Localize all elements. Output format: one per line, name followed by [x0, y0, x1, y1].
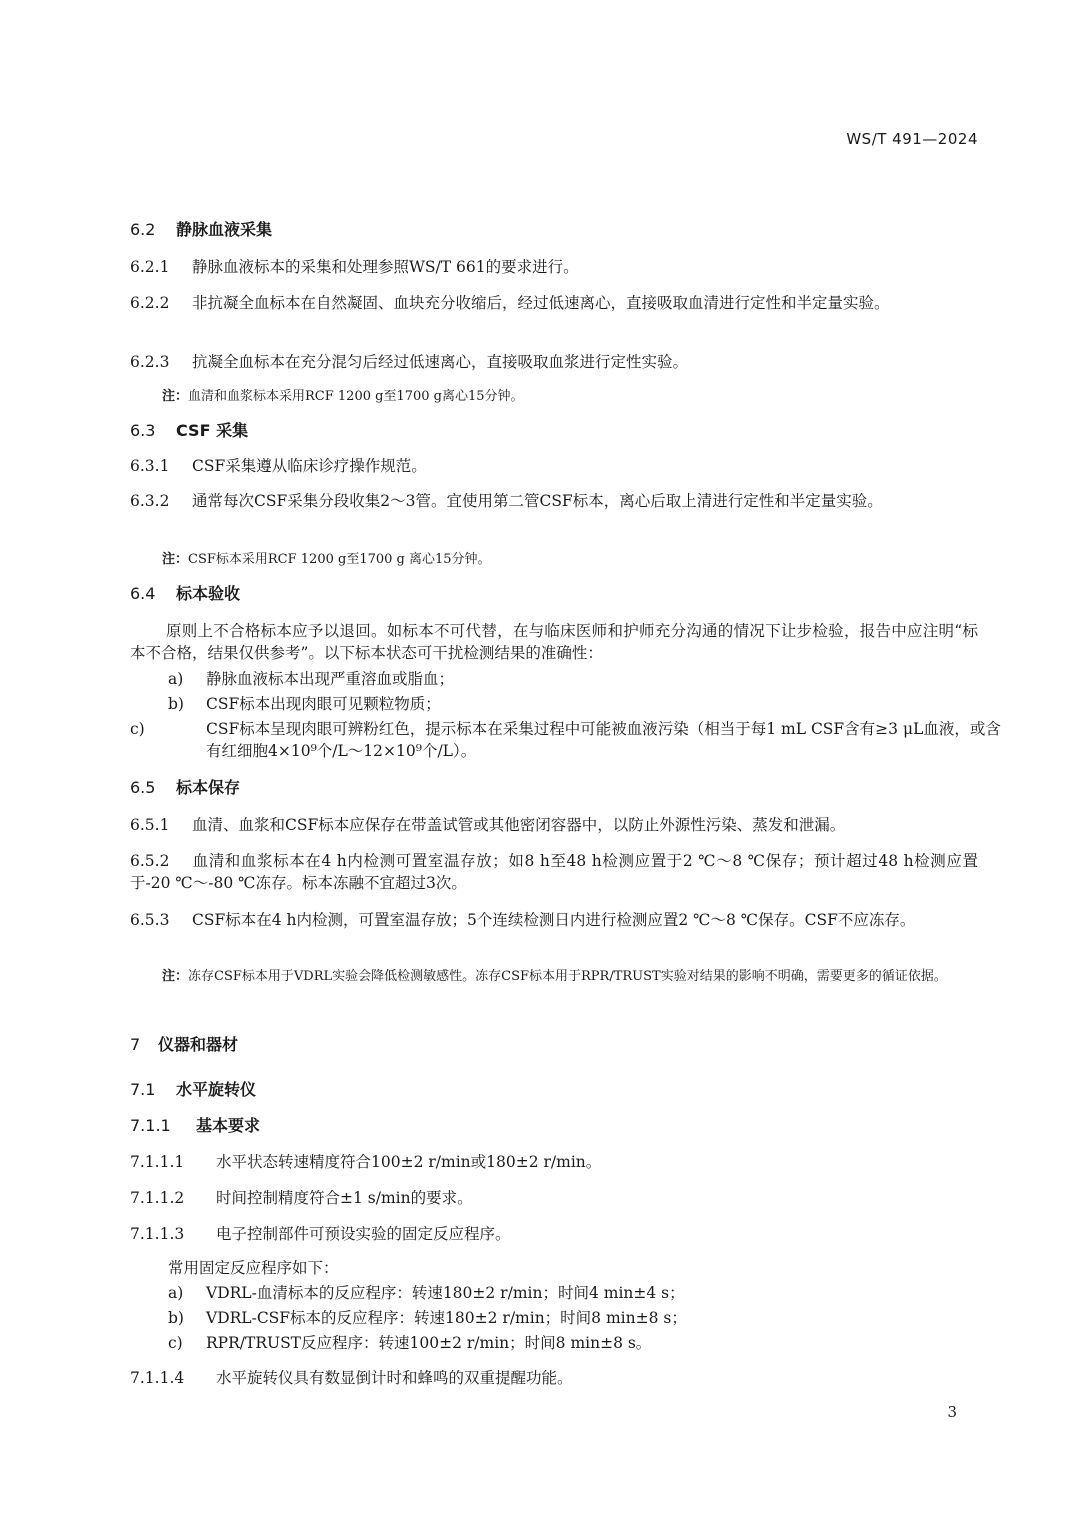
clause-6-2-1: 6.2.1 静脉血液标本的采集和处理参照WS/T 661的要求进行。	[130, 258, 579, 276]
list-item: c) CSF标本呈现肉眼可辨粉红色，提示标本在采集过程中可能被血液污染（相当于每1 mL CSF含有≥3 μL血液，或含有红细胞4×10⁹个/L～12×10⁹个/L）。	[130, 720, 1001, 760]
page-number: 3	[947, 1403, 957, 1421]
note-6-3: 注：CSF标本采用RCF 1200 g至1700 g 离心15分钟。	[162, 552, 491, 567]
list-item: a) 静脉血液标本出现严重溶血或脂血；	[168, 670, 455, 688]
section-heading-7-1: 7.1 水平旋转仪	[130, 1080, 257, 1099]
clause-6-2-3: 6.2.3 抗凝全血标本在充分混匀后经过低速离心，直接吸取血浆进行定性实验。	[130, 353, 689, 371]
clause-7-1-1-4: 7.1.1.4 水平旋转仪具有数显倒计时和蜂鸣的双重提醒功能。	[130, 1369, 573, 1387]
section-heading-6-4: 6.4 标本验收	[130, 584, 241, 603]
subsection-heading-7-1-1: 7.1.1 基本要求	[130, 1116, 261, 1135]
note-6-2: 注：血清和血浆标本采用RCF 1200 g至1700 g离心15分钟。	[162, 389, 524, 404]
paragraph-6-4-intro: 原则上不合格标本应予以退回。如标本不可代替，在与临床医师和护师充分沟通的情况下让步检验，报告中应注明“标本不合格，结果仅供参考”。以下标本状态可干扰检测结果的准确性：	[130, 622, 978, 662]
section-heading-6-3: 6.3 CSF 采集	[130, 421, 249, 440]
chapter-heading-7: 7 仪器和器材	[130, 1035, 239, 1054]
clause-7-1-1-2: 7.1.1.2 时间控制精度符合±1 s/min的要求。	[130, 1189, 473, 1207]
list-item: b) CSF标本出现肉眼可见颗粒物质；	[168, 695, 441, 713]
clause-6-5-2: 6.5.2 血清和血浆标本在4 h内检测可置室温存放；如8 h至48 h检测应置于2 ℃～8 ℃保存；预计超过48 h检测应置于-20 ℃～-80 ℃冻存。标本冻融不宜超过3次。	[130, 852, 978, 892]
clause-7-1-1-1: 7.1.1.1 水平状态转速精度符合100±2 r/min或180±2 r/min。	[130, 1153, 602, 1171]
note-6-5: 注：冻存CSF标本用于VDRL实验会降低检测敏感性。冻存CSF标本用于RPR/TRUST实验对结果的影响不明确，需要更多的循证依据。	[162, 969, 947, 984]
list-intro: 常用固定反应程序如下：	[168, 1259, 339, 1277]
document-code: WS/T 491—2024	[846, 130, 978, 148]
clause-6-3-2: 6.3.2 通常每次CSF采集分段收集2～3管。宜使用第二管CSF标本，离心后取上清进行定性和半定量实验。	[130, 492, 883, 510]
clause-6-5-3: 6.5.3 CSF标本在4 h内检测，可置室温存放；5个连续检测日内进行检测应置2 ℃～8 ℃保存。CSF不应冻存。	[130, 911, 916, 929]
section-heading-6-2: 6.2 静脉血液采集	[130, 220, 273, 239]
clause-7-1-1-3: 7.1.1.3 电子控制部件可预设实验的固定反应程序。	[130, 1225, 511, 1243]
list-item: c) RPR/TRUST反应程序：转速100±2 r/min；时间8 min±8 s。	[168, 1334, 652, 1352]
clause-6-3-1: 6.3.1 CSF采集遵从临床诊疗操作规范。	[130, 457, 427, 475]
list-item: a) VDRL-血清标本的反应程序：转速180±2 r/min；时间4 min±4 s；	[168, 1284, 685, 1302]
list-item: b) VDRL-CSF标本的反应程序：转速180±2 r/min；时间8 min±8 s；	[168, 1309, 687, 1327]
clause-6-5-1: 6.5.1 血清、血浆和CSF标本应保存在带盖试管或其他密闭容器中，以防止外源性污染、蒸发和泄漏。	[130, 816, 846, 834]
clause-6-2-2: 6.2.2 非抗凝全血标本在自然凝固、血块充分收缩后，经过低速离心，直接吸取血清进行定性和半定量实验。	[130, 294, 890, 312]
section-heading-6-5: 6.5 标本保存	[130, 778, 241, 797]
